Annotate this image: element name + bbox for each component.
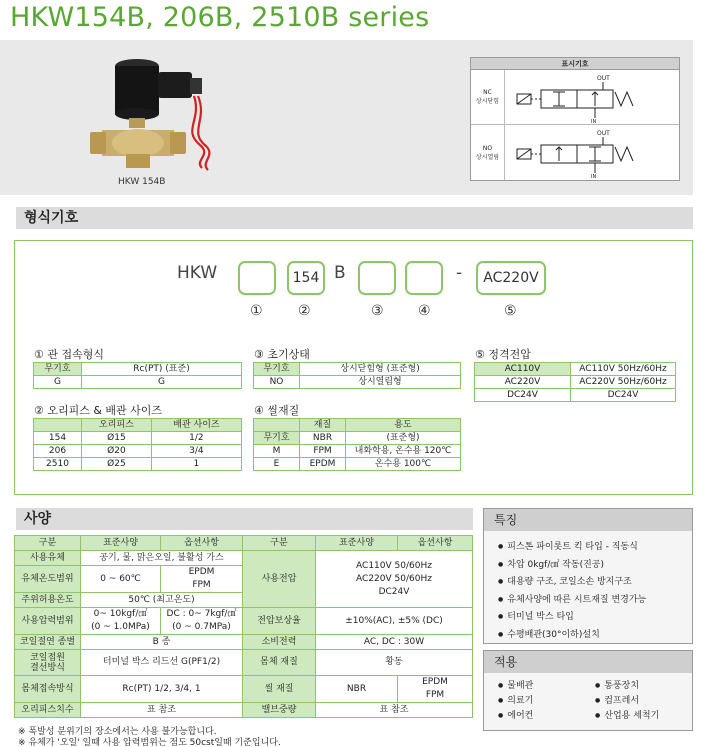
list-item: ● 유체사양에 따른 시트재질 변경가능 — [498, 592, 692, 610]
spec-table — [14, 535, 473, 718]
table-row: 154 Ø15 1/2 — [34, 432, 242, 445]
section-spec-title: 사양 — [11, 508, 473, 530]
symbol-no-label: 상시열림 — [475, 153, 500, 161]
symbol-header: 표시기호 — [471, 58, 679, 70]
symbol-row-no — [471, 125, 679, 180]
list-item: ● 차압 0kgf/㎠ 작동(진공) — [498, 557, 692, 575]
table-row: 오리피스치수 표 참조 밸브중량 표 참조 — [15, 703, 473, 718]
list-item: ● 의료기 — [498, 694, 595, 709]
list-item: ● 대용량 구조, 코일소손 방지구조 — [498, 574, 692, 592]
list-item: ● 에어컨 — [498, 709, 595, 724]
table-header: 재질 용도 — [254, 419, 461, 432]
t3-title: ③ 초기상태 — [254, 348, 310, 361]
applications-title: 적용 — [484, 651, 692, 673]
list-item: ● 수평배관(30°이하)설치 — [498, 627, 692, 645]
slot-num-3: ③ — [371, 303, 384, 319]
slot-num-1: ① — [250, 303, 263, 319]
page-title: HKW154B, 206B, 2510B series — [10, 2, 430, 33]
table-row: 몸체접속방식 Rc(PT) 1/2, 3/4, 1 씰 재질 NBR EPDM FPM — [15, 676, 473, 703]
table-row: M FPM 내화학용, 온수용 120℃ — [254, 445, 461, 458]
table-row: AC220V AC220V 50Hz/60Hz — [475, 376, 676, 389]
photo-caption: HKW 154B — [118, 177, 166, 187]
model-slot-3 — [358, 261, 396, 295]
table-row: 유체온도범위 0 ~ 60℃ EPDM FPM — [15, 566, 473, 593]
t2-table — [33, 418, 242, 471]
t2-title: ② 오리피스 & 배관 사이즈 — [34, 404, 163, 417]
section-model-title: 형식기호 — [11, 207, 693, 229]
table-row: E EPDM 온수용 100℃ — [254, 458, 461, 471]
t3-table — [253, 362, 461, 389]
list-item: ● 터미널 박스 타입 — [498, 609, 692, 627]
model-prefix: HKW — [177, 263, 218, 283]
list-item: ● 산업용 세척기 — [595, 709, 692, 724]
model-dash: - — [456, 263, 463, 283]
table-row: 코일접원 결선방식 터미널 박스 리드선 G(PF1/2) 몸체 재질 황동 — [15, 650, 473, 676]
symbol-nc-label: 상시닫힘 — [475, 98, 500, 105]
nc-valve-symbol — [507, 72, 677, 124]
table-header: 오리피스 배관 사이즈 — [34, 419, 242, 432]
no-in-label: IN — [591, 174, 597, 179]
note-2: ※ 유체가 '오일' 일때 사용 압력범위는 점도 50cst일때 기준입니다. — [18, 738, 281, 747]
no-valve-symbol — [507, 127, 677, 179]
table-row: 사용유체 공기, 물, 맑은오일, 불활성 가스 사용전압 AC110V 50/60Hz AC220V 50/60Hz DC24V — [15, 551, 473, 566]
symbol-box — [470, 57, 680, 181]
t5-title: ⑤ 정격전압 — [475, 348, 531, 361]
table-row: 206 Ø20 3/4 — [34, 445, 242, 458]
slot-num-2: ② — [298, 303, 311, 319]
no-out-label: OUT — [597, 130, 610, 137]
model-slot-2: 154 — [287, 261, 325, 295]
list-item: ● 물배관 — [498, 679, 595, 694]
model-slot-5: AC220V — [476, 261, 546, 295]
table-row: 주위허용온도 50℃ (최고온도) — [15, 593, 473, 608]
features-title: 특징 — [484, 509, 692, 531]
nc-in-label: IN — [591, 119, 597, 124]
table-row: G G — [34, 376, 242, 389]
table-row: 무기호 상시닫힘형 (표준형) — [254, 363, 461, 376]
t5-table — [474, 362, 676, 402]
t1-table — [33, 362, 242, 389]
table-row: 사용압력범위 0~ 10kgf/㎠ (0 ~ 1.0MPa) DC : 0~ 7kgf/㎠ (0 ~ 0.7MPa) 전압보상율 ±10%(AC), ±5% (DC) — [15, 608, 473, 635]
slot-num-4: ④ — [418, 303, 431, 319]
table-row: 2510 Ø25 1 — [34, 458, 242, 471]
symbol-row-nc — [471, 70, 679, 125]
table-row: 코일절연 종별 B 종 소비전력 AC, DC : 30W — [15, 635, 473, 650]
t4-table — [253, 418, 461, 471]
table-row: DC24V DC24V — [475, 389, 676, 402]
valve-photo — [82, 50, 232, 175]
model-slot-4 — [405, 261, 443, 295]
applications-panel — [483, 650, 693, 731]
table-row: AC110V AC110V 50Hz/60Hz — [475, 363, 676, 376]
list-item: ● 통풍장치 — [595, 679, 692, 694]
t1-title: ① 관 접속형식 — [34, 348, 104, 361]
symbol-nc-code: NC — [483, 89, 492, 96]
nc-out-label: OUT — [597, 75, 610, 82]
table-header: 구분 표준사양 옵션사항 구분 표준사양 옵션사항 — [15, 536, 473, 551]
slot-num-5: ⑤ — [504, 303, 517, 319]
model-slot-1 — [238, 261, 276, 295]
table-row: NO 상시열림형 — [254, 376, 461, 389]
table-row: 무기호 Rc(PT) (표준) — [34, 363, 242, 376]
model-mid: B — [334, 263, 346, 283]
list-item: ● 피스톤 파이롯트 킥 타입 - 직동식 — [498, 539, 692, 557]
symbol-no-code: NO — [482, 144, 493, 152]
note-1: ※ 폭발성 분위기의 장소에서는 사용 불가능합니다. — [18, 727, 217, 737]
table-row: 무기호 NBR (표준형) — [254, 432, 461, 445]
list-item: ● 컴프레서 — [595, 694, 692, 709]
t4-title: ④ 씰재질 — [254, 404, 300, 417]
features-panel — [483, 508, 693, 644]
